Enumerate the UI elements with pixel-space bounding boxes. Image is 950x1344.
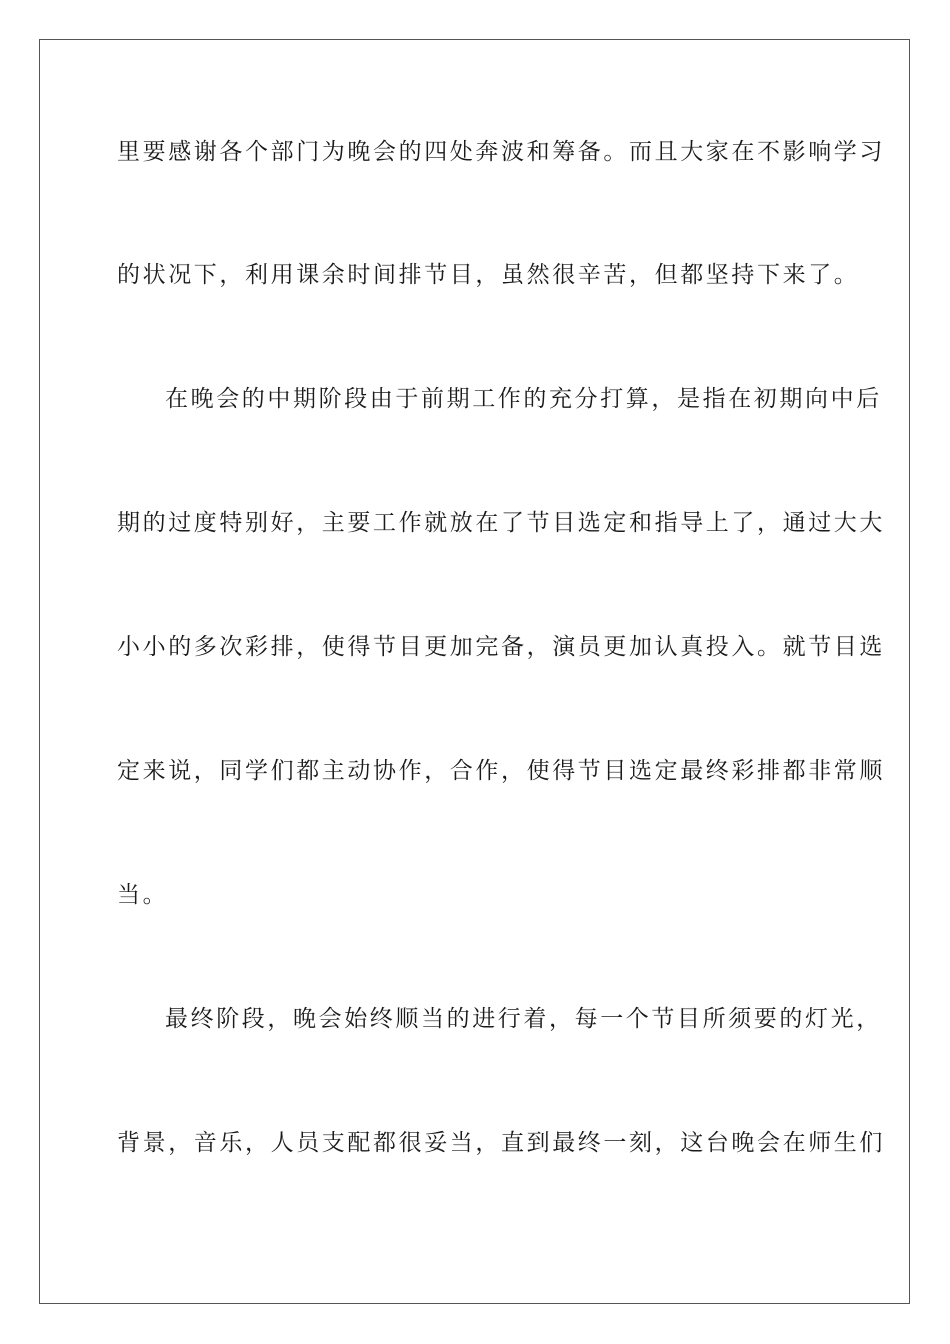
text-line: 当。 [117,882,169,908]
text-line: 最终阶段，晚会始终顺当的进行着，每一个节目所须要的灯光， [165,1006,882,1032]
text-line: 在晚会的中期阶段由于前期工作的充分打算，是指在初期向中后 [165,386,882,412]
text-line: 的状况下，利用课余时间排节目，虽然很辛苦，但都坚持下来了。 [117,262,860,288]
text-line: 定来说，同学们都主动协作，合作，使得节目选定最终彩排都非常顺 [117,758,885,784]
text-line: 背景，音乐，人员支配都很妥当，直到最终一刻，这台晚会在师生们 [117,1130,885,1156]
text-line: 里要感谢各个部门为晚会的四处奔波和筹备。而且大家在不影响学习 [117,139,885,165]
page-border [39,39,910,1304]
text-line: 期的过度特别好，主要工作就放在了节目选定和指导上了，通过大大 [117,510,885,536]
text-line: 小小的多次彩排，使得节目更加完备，演员更加认真投入。就节目选 [117,634,885,660]
